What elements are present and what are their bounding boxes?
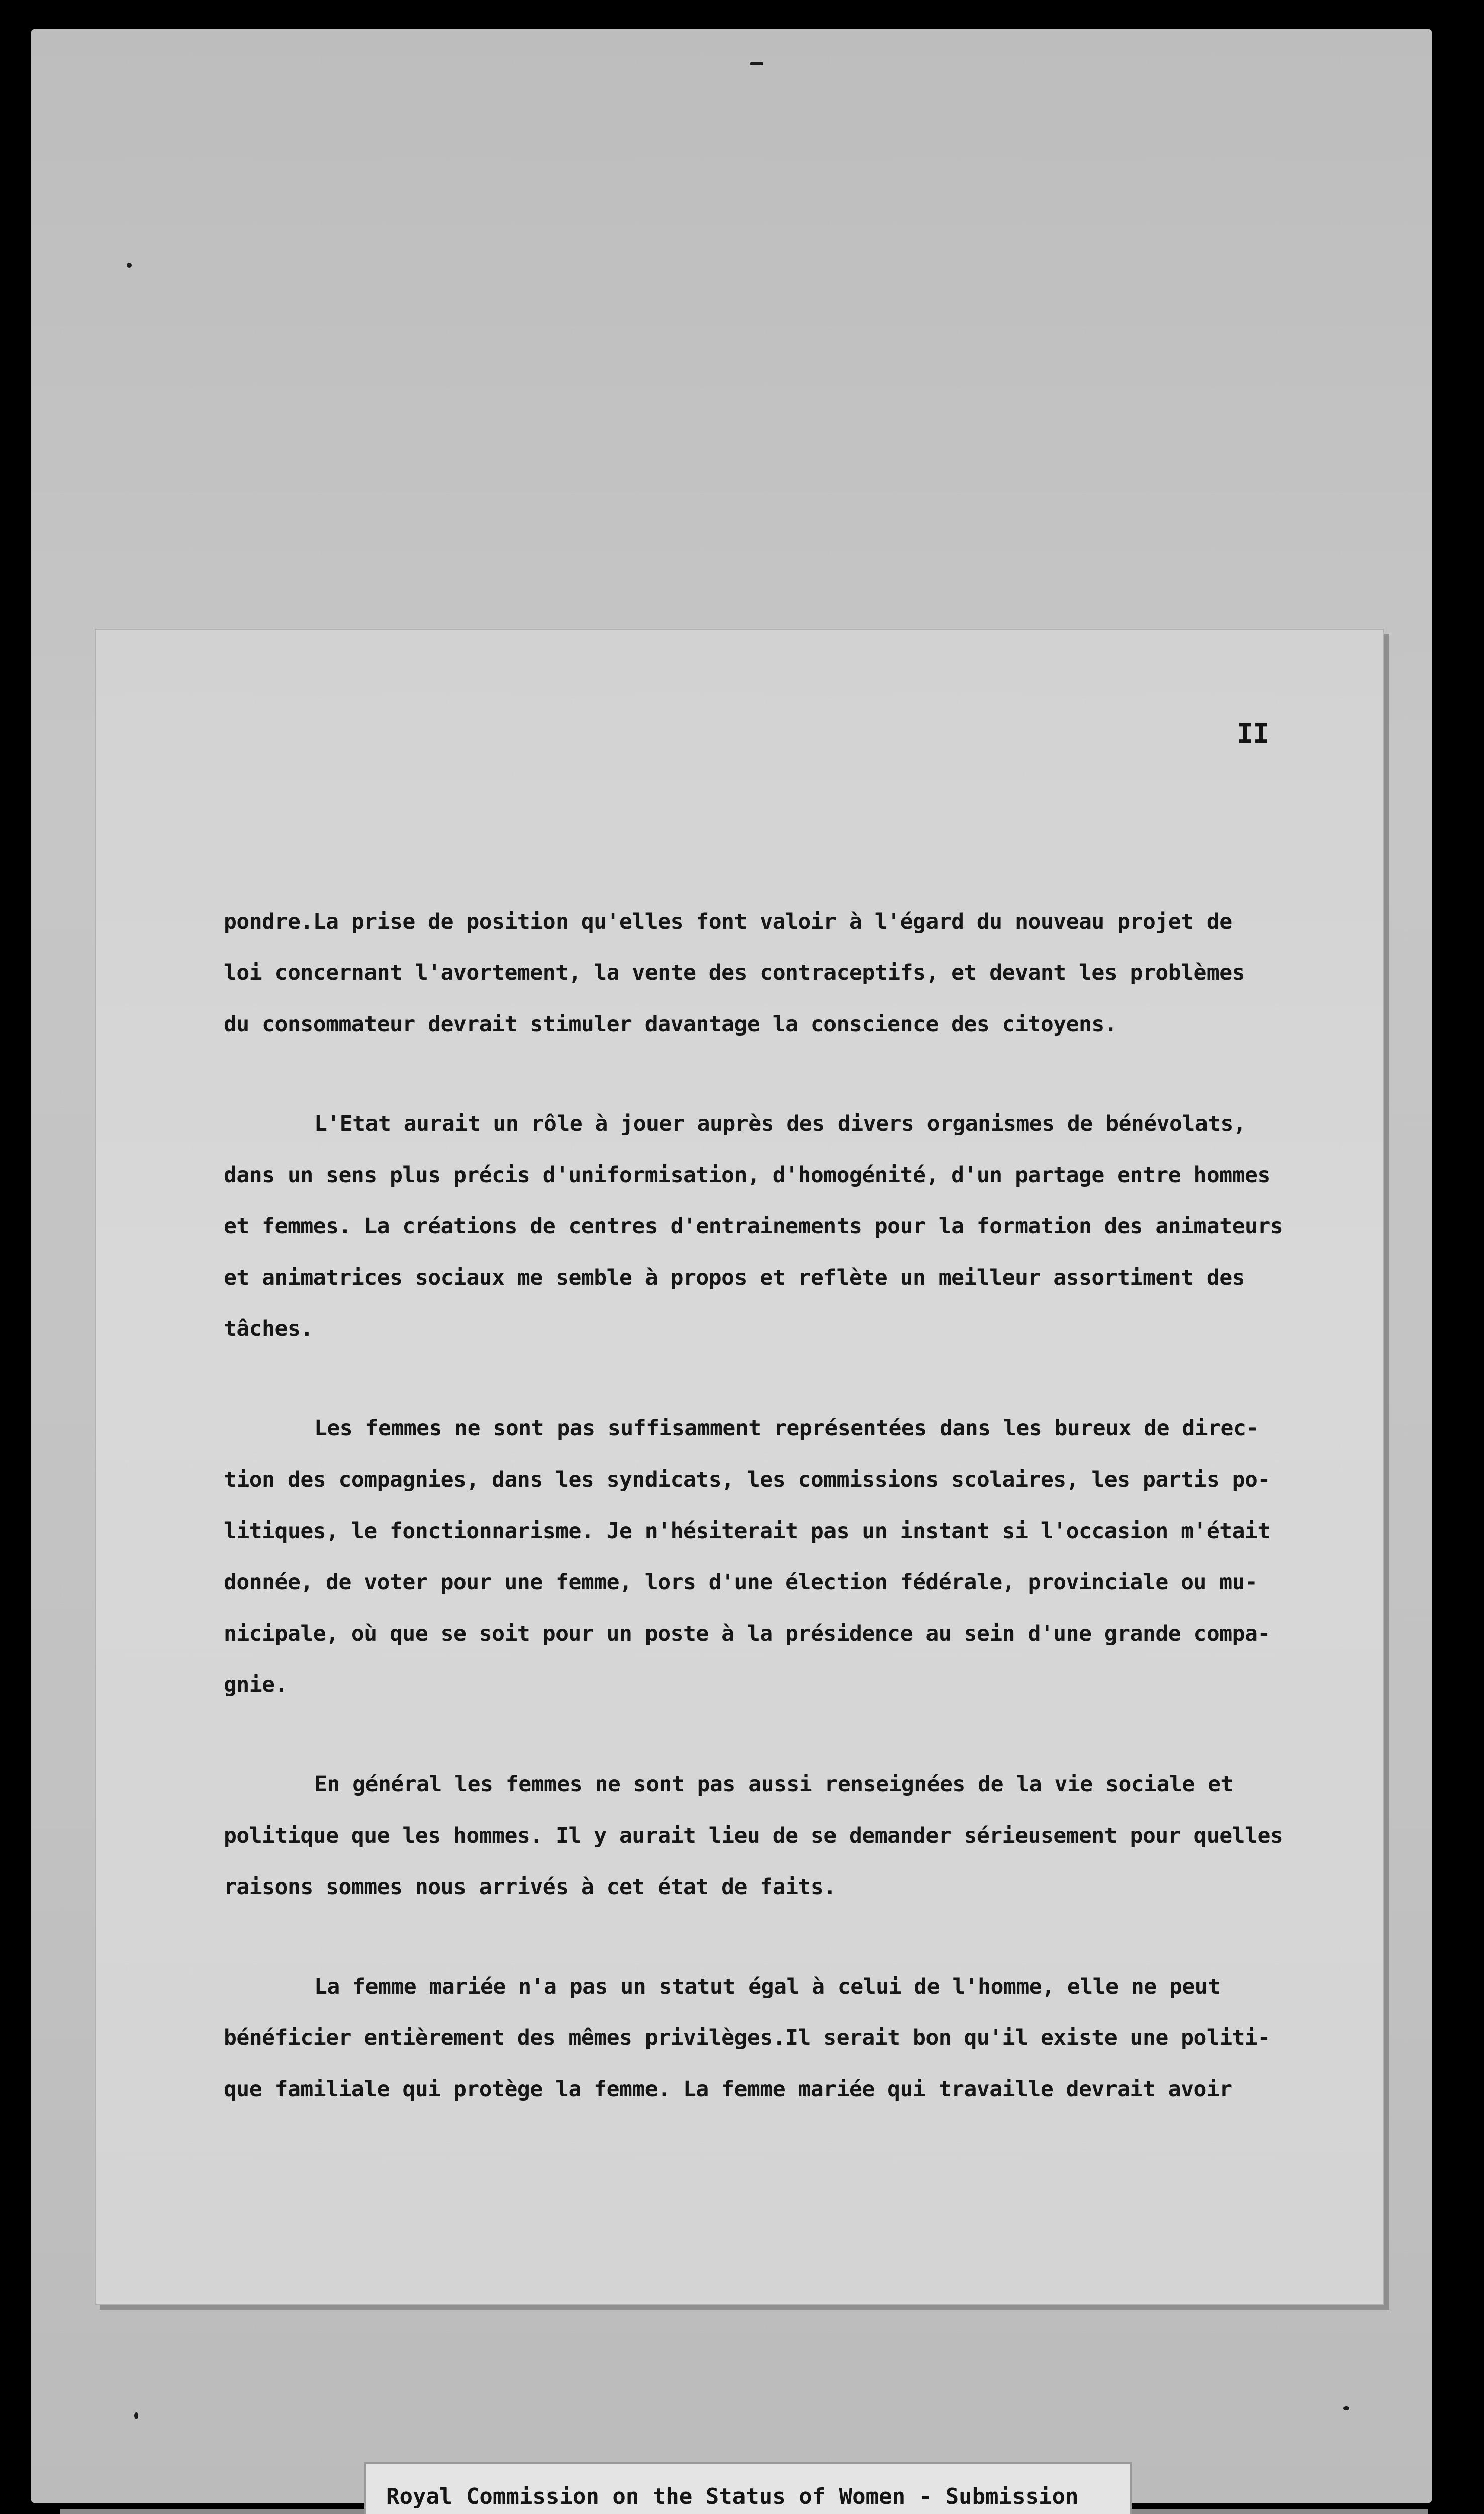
text-line: donnée, de voter pour une femme, lors d'une élection fédérale, provinciale ou mu- [224,1570,1258,1595]
catalogue-label [364,2462,1132,2514]
page-body [224,896,1395,2163]
text-line: gnie. [224,1672,288,1697]
text-line: raisons sommes nous arrivés à cet état de faits. [224,1874,837,1900]
text-line: nicipale, où que se soit pour un poste à la présidence au sein d'une grande compa- [224,1621,1270,1646]
text-line: et femmes. La créations de centres d'entrainements pour la formation des animateurs [224,1214,1283,1239]
label-line-1: Royal Commission on the Status of Women - Submission [386,2484,1079,2509]
text-line: du consommateur devrait stimuler davantage la conscience des citoyens. [224,1012,1118,1037]
text-line: litiques, le fonctionnarisme. Je n'hésiterait pas un instant si l'occasion m'était [224,1518,1270,1544]
paragraph [224,896,1395,1050]
paragraph [224,1098,1395,1355]
text-line: La femme mariée n'a pas un statut égal à celui de l'homme, elle ne peut [314,1974,1221,1999]
dust-speck [127,263,132,268]
paragraph [224,1961,1395,2115]
text-line: tâches. [224,1316,313,1341]
dust-speck [134,2412,138,2419]
text-line: En général les femmes ne sont pas aussi renseignées de la vie sociale et [314,1772,1233,1797]
text-line: et animatrices sociaux me semble à propos et reflète un meilleur assortiment des [224,1265,1245,1290]
typed-page [95,628,1384,2305]
text-line: loi concernant l'avortement, la vente des contraceptifs, et devant les problèmes [224,960,1245,985]
text-line: Les femmes ne sont pas suffisamment représentées dans les bureux de direc- [314,1416,1259,1441]
text-line: que familiale qui protège la femme. La femme mariée qui travaille devrait avoir [224,2077,1232,2102]
text-line: pondre.La prise de position qu'elles font valoir à l'égard du nouveau projet de [224,909,1232,934]
paragraph [224,1759,1395,1913]
paragraph [224,1403,1395,1711]
page-number: II [1237,717,1270,749]
text-line: tion des compagnies, dans les syndicats, les commissions scolaires, les partis po- [224,1467,1270,1492]
text-line: L'Etat aurait un rôle à jouer auprès des divers organismes de bénévolats, [314,1111,1246,1136]
dust-speck [750,62,763,65]
text-line: dans un sens plus précis d'uniformisation, d'homogénité, d'un partage entre hommes [224,1162,1270,1188]
text-line: politique que les hommes. Il y aurait lieu de se demander sérieusement pour quelles [224,1823,1283,1848]
dust-speck [1343,2406,1349,2410]
text-line: bénéficier entièrement des mêmes privilèges.Il serait bon qu'il existe une politi- [224,2025,1270,2050]
